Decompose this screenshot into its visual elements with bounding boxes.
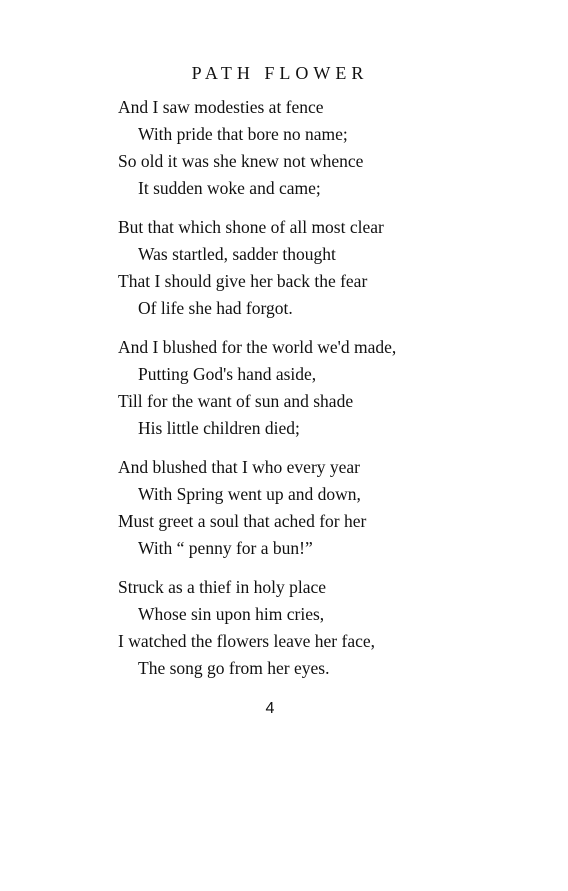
poem-line: And blushed that I who every year [118,457,361,477]
poem-line: Must greet a soul that ached for her [118,511,367,531]
poem-line: And I blushed for the world we'd made, [118,337,397,357]
poem-line: With pride that bore no name; [138,124,348,144]
poem-line: And I saw modesties at fence [118,97,324,117]
poem-line: But that which shone of all most clear [118,217,384,237]
stanza-5 [118,574,558,682]
poem-line: So old it was she knew not whence [118,151,364,171]
stanza-3 [118,334,558,442]
poem-line: With “ penny for a bun!” [138,538,313,558]
poem-line: Whose sin upon him cries, [138,604,325,624]
poem-line: His little children died; [138,418,300,438]
poem-line: Of life she had forgot. [138,298,293,318]
poem-body [118,94,558,694]
stanza-4 [118,454,558,562]
poem-line: Till for the want of sun and shade [118,391,354,411]
page-number: 4 [265,700,275,717]
stanza-1 [118,94,558,202]
poem-line: I watched the flowers leave her face, [118,631,376,651]
poem-line: That I should give her back the fear [118,271,368,291]
poem-line: Was startled, sadder thought [138,244,336,264]
stanza-2 [118,214,558,322]
poem-title: PATH FLOWER [191,63,369,83]
poem-line: The song go from her eyes. [138,658,330,678]
poem-line: Putting God's hand aside, [138,364,317,384]
poem-line: Struck as a thief in holy place [118,577,326,597]
poem-line: With Spring went up and down, [138,484,361,504]
poem-line: It sudden woke and came; [138,178,321,198]
